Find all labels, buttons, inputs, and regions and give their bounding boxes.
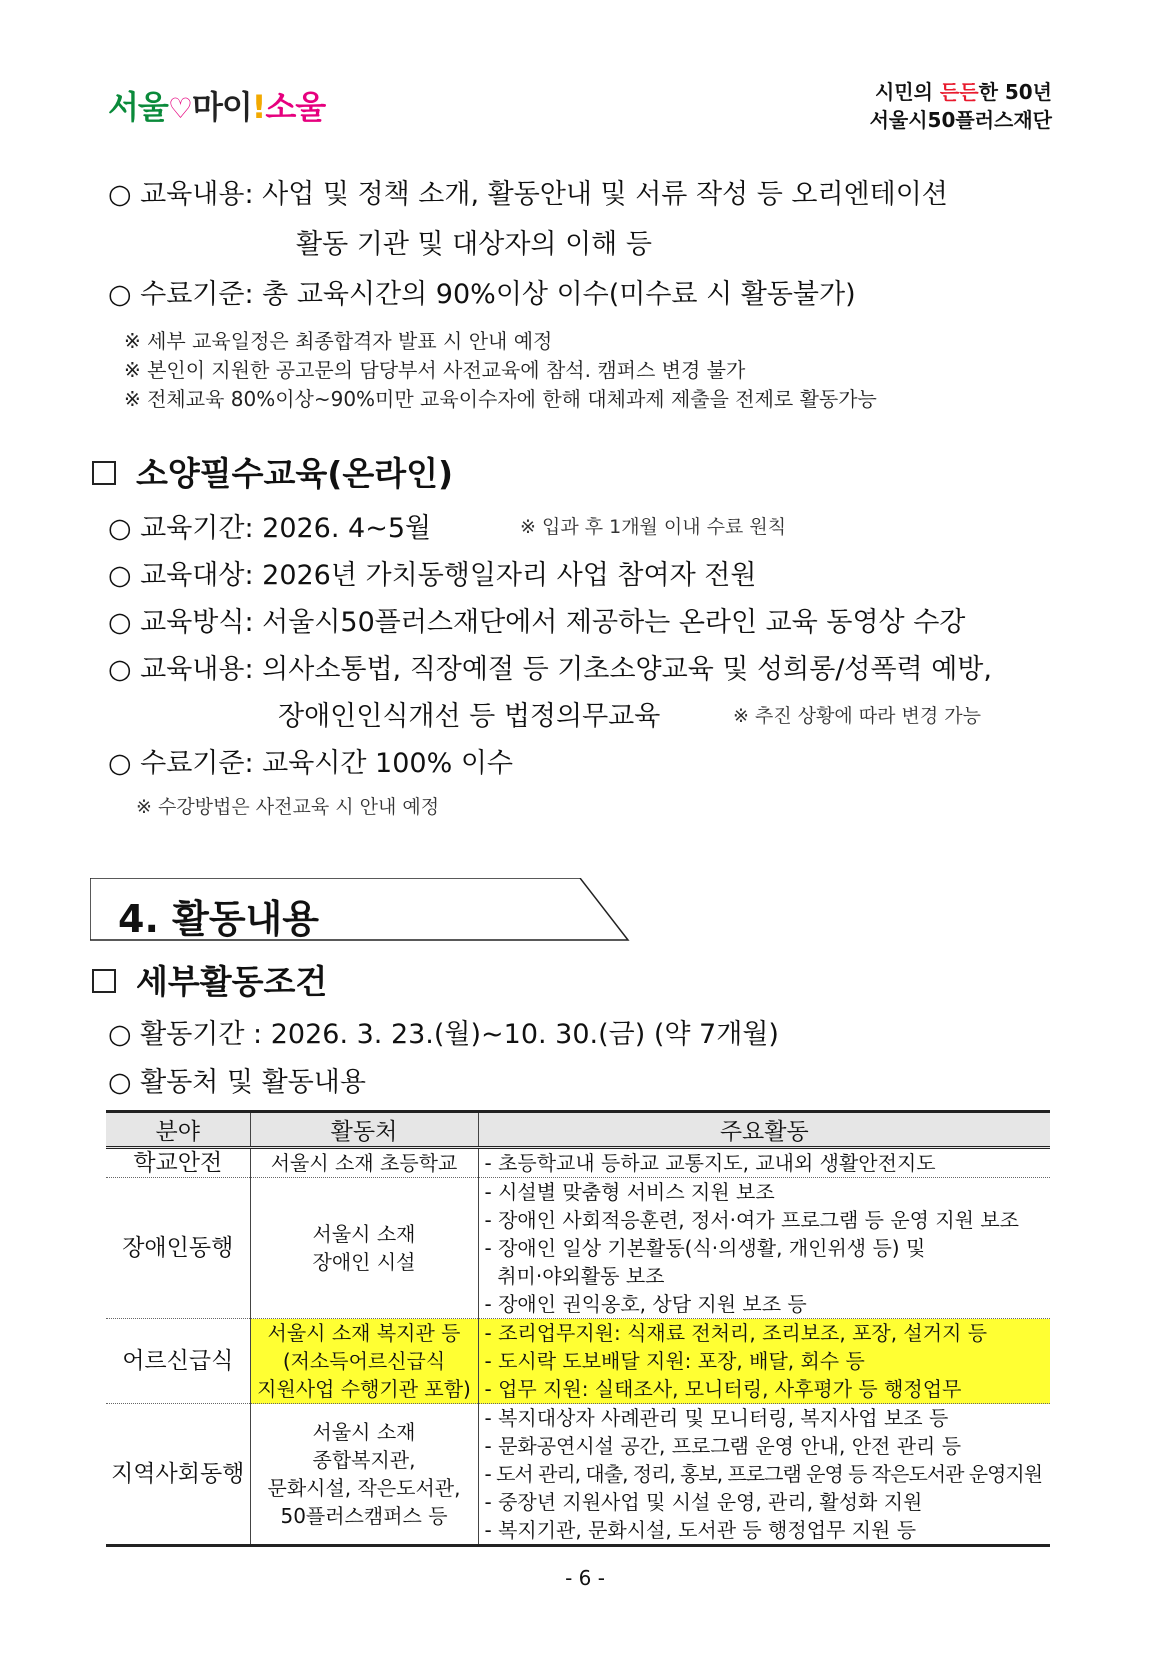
activity-table	[106, 1110, 1050, 1547]
activities-cell: - 초등학교내 등하교 교통지도, 교내외 생활안전지도	[478, 1148, 1050, 1178]
online-period-line: ○ 교육기간: 2026. 4~5월	[108, 513, 432, 544]
online-completion-line: ○ 수료기준: 교육시간 100% 이수	[108, 748, 513, 779]
foundation-name: 서울시50플러스재단	[869, 108, 1052, 132]
foundation-slogan: 시민의 든든한 50년	[874, 80, 1052, 104]
field-cell: 학교안전	[106, 1148, 250, 1178]
note-line: ※ 세부 교육일정은 최종합격자 발표 시 안내 예정	[124, 329, 553, 353]
heart-icon: ♡	[167, 92, 192, 125]
logo-text-seoul: 서울	[108, 88, 168, 126]
detail-conditions-heading: 세부활동조건	[92, 956, 327, 1003]
checkbox-square-icon	[92, 461, 116, 485]
field-cell: 어르신급식	[106, 1319, 250, 1404]
online-method-line: ○ 교육방식: 서울시50플러스재단에서 제공하는 온라인 교육 동영상 수강	[108, 607, 966, 638]
table-row	[106, 1404, 1050, 1546]
activity-period-line: ○ 활동기간 : 2026. 3. 23.(월)~10. 30.(금) (약 7개월)	[108, 1019, 779, 1050]
place-cell: 서울시 소재 초등학교	[250, 1148, 478, 1178]
column-header-field: 분야	[106, 1112, 250, 1148]
logo-text-soul: 소울	[265, 88, 326, 126]
table-header-row	[106, 1112, 1050, 1148]
logo-text-my: 마이	[191, 88, 252, 126]
activities-cell: - 조리업무지원: 식재료 전처리, 조리보조, 포장, 설거지 등 - 도시락 도보배달 지원: 포장, 배달, 회수 등 - 업무 지원: 실태조사, 모니터링, 사후평가 등 행정업무	[478, 1319, 1050, 1404]
online-content-note: ※ 추진 상황에 따라 변경 가능	[733, 705, 982, 727]
activity-place-heading: ○ 활동처 및 활동내용	[108, 1067, 366, 1098]
seoul-my-soul-logo	[108, 82, 325, 128]
online-note: ※ 수강방법은 사전교육 시 안내 예정	[136, 796, 440, 818]
checkbox-square-icon	[92, 969, 116, 993]
note-line: ※ 본인이 지원한 공고문의 담당부서 사전교육에 참석. 캠퍼스 변경 불가	[124, 358, 746, 382]
place-cell: 서울시 소재 종합복지관, 문화시설, 작은도서관, 50플러스캠퍼스 등	[250, 1404, 478, 1546]
edu-content-line: ○ 교육내용: 사업 및 정책 소개, 활동안내 및 서류 작성 등 오리엔테이션	[108, 179, 948, 210]
field-cell: 지역사회동행	[106, 1404, 250, 1546]
table-row-highlighted	[106, 1319, 1050, 1404]
place-cell: 서울시 소재 장애인 시설	[250, 1178, 478, 1319]
place-cell: 서울시 소재 복지관 등 (저소득어르신급식 지원사업 수행기관 포함)	[250, 1319, 478, 1404]
online-content-line: ○ 교육내용: 의사소통법, 직장예절 등 기초소양교육 및 성희롱/성폭력 예방,	[108, 654, 992, 685]
completion-line: ○ 수료기준: 총 교육시간의 90%이상 이수(미수료 시 활동불가)	[108, 279, 856, 310]
activities-cell: - 복지대상자 사례관리 및 모니터링, 복지사업 보조 등 - 문화공연시설 공간, 프로그램 운영 안내, 안전 관리 등 - 도서 관리, 대출, 정리, 홍보, 프로그램 운영 등 작은도서관 운영지원 - 중장년 지원사업 및 시설 운영, 관리, 활성화 지원 - 복지기관, 문화시설, 도서관 등 행정업무 지원 등	[478, 1404, 1050, 1546]
exclamation-icon: !	[251, 88, 266, 126]
table-row	[106, 1178, 1050, 1319]
online-content-line-2: 장애인인식개선 등 법정의무교육	[278, 701, 661, 732]
column-header-activities: 주요활동	[478, 1112, 1050, 1148]
section-4-heading: 4. 활동내용	[90, 878, 630, 942]
field-cell: 장애인동행	[106, 1178, 250, 1319]
column-header-place: 활동처	[250, 1112, 478, 1148]
page-number: - 6 -	[565, 1566, 605, 1590]
table-row	[106, 1148, 1050, 1178]
foundation-logo	[870, 78, 1052, 134]
note-line: ※ 전체교육 80%이상~90%미만 교육이수자에 한해 대체과제 제출을 전제로 활동가능	[124, 387, 877, 411]
edu-content-line-2: 활동 기관 및 대상자의 이해 등	[296, 229, 652, 260]
online-period-note: ※ 입과 후 1개월 이내 수료 원칙	[520, 516, 787, 538]
online-target-line: ○ 교육대상: 2026년 가치동행일자리 사업 참여자 전원	[108, 560, 757, 591]
activities-cell: - 시설별 맞춤형 서비스 지원 보조 - 장애인 사회적응훈련, 정서·여가 프로그램 등 운영 지원 보조 - 장애인 일상 기본활동(식·의생활, 개인위생 등) 및 취미·야외활동 보조 - 장애인 권익옹호, 상담 지원 보조 등	[478, 1178, 1050, 1319]
online-edu-heading: 소양필수교육(온라인)	[92, 448, 453, 495]
